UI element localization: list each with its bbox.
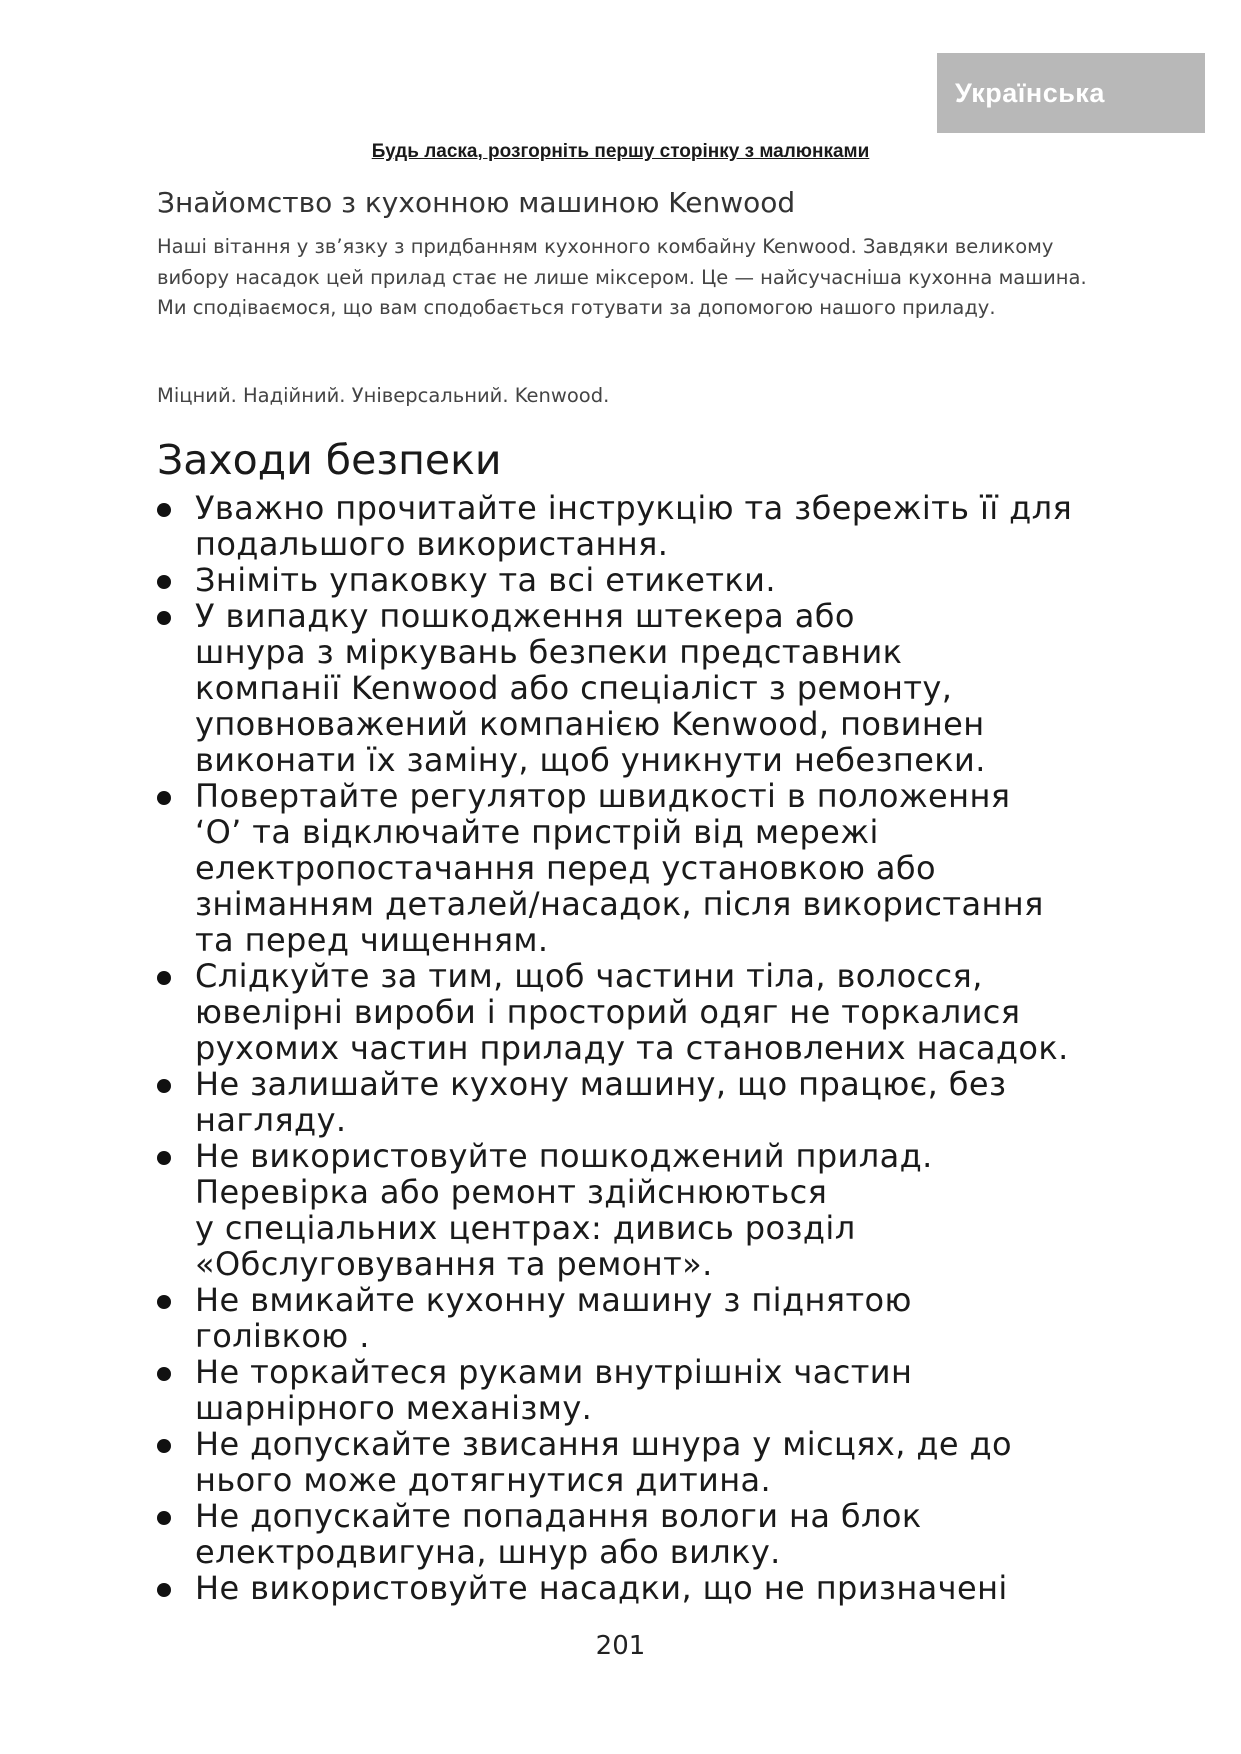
safety-item-text: Не допускайте попадання вологи на блок електродвигуна, шнур або вилку.: [195, 1497, 922, 1571]
safety-item-text: Не використовуйте насадки, що не призначені: [195, 1569, 1008, 1607]
bullet-icon: [157, 1079, 171, 1093]
safety-item: [157, 490, 1157, 562]
safety-item: [157, 1426, 1157, 1498]
safety-item: [157, 958, 1157, 1066]
bullet-icon: [157, 1439, 171, 1453]
bullet-icon: [157, 791, 171, 805]
page-number: 201: [595, 1631, 646, 1661]
safety-item: [157, 562, 1157, 598]
bullet-icon: [157, 575, 171, 589]
safety-item: [157, 1138, 1157, 1282]
bullet-icon: [157, 1295, 171, 1309]
bullet-icon: [157, 971, 171, 985]
bullet-icon: [157, 611, 171, 625]
bullet-icon: [157, 1367, 171, 1381]
intro-body: Наші вітання у зв’язку з придбанням кухонного комбайну Kenwood. Завдяки великому вибору насадок цей прилад стає не лише міксером. Це — найсучасніша кухонна машина. Ми сподіваємося, що вам сподобається готувати за допомогою нашого приладу.: [157, 235, 1087, 319]
safety-item: [157, 778, 1157, 958]
safety-item-text: Повертайте регулятор швидкості в положення ‘O’ та відключайте пристрій від мережі електропостачання перед установкою або зніманням деталей/насадок, після використання та перед чищенням.: [195, 777, 1044, 959]
safety-item-text: Не вмикайте кухонну машину з піднятою голівкою .: [195, 1281, 912, 1355]
safety-item: [157, 1354, 1157, 1426]
safety-item: [157, 1282, 1157, 1354]
safety-list: [157, 490, 1157, 1606]
safety-item-text: Зніміть упаковку та всі етикетки.: [195, 561, 776, 599]
tagline: Міцний. Надійний. Універсальний. Kenwood.: [157, 384, 610, 407]
intro-title: Знайомство з кухонною машиною Kenwood: [157, 186, 796, 219]
safety-item-text: Уважно прочитайте інструкцію та збережіть її для подальшого використання.: [195, 489, 1073, 563]
safety-item: [157, 1570, 1157, 1606]
safety-item-text: Не залишайте кухону машину, що працює, без нагляду.: [195, 1065, 1007, 1139]
safety-item: [157, 1066, 1157, 1138]
bullet-icon: [157, 1511, 171, 1525]
safety-item-text: У випадку пошкодження штекера або шнура з міркувань безпеки представник компанії Kenwood або спеціаліст з ремонту, уповноважений компанією Kenwood, повинен виконати їх заміну, щоб уникнути небезпеки.: [195, 597, 986, 779]
safety-title: Заходи безпеки: [157, 436, 502, 484]
safety-item: [157, 1498, 1157, 1570]
unfold-note: Будь ласка, розгорніть першу сторінку з малюнками: [371, 141, 870, 162]
safety-item-text: Не торкайтеся руками внутрішніх частин шарнірного механізму.: [195, 1353, 913, 1427]
safety-item-text: Не використовуйте пошкоджений прилад. Перевірка або ремонт здійснюються у спеціальних центрах: дивись розділ «Обслуговування та ремонт».: [195, 1137, 933, 1283]
safety-item: [157, 598, 1157, 778]
safety-item-text: Не допускайте звисання шнура у місцях, де до нього може дотягнутися дитина.: [195, 1425, 1013, 1499]
bullet-icon: [157, 503, 171, 517]
bullet-icon: [157, 1583, 171, 1597]
safety-item-text: Слідкуйте за тим, щоб частини тіла, волосся, ювелірні вироби і просторий одяг не торкалися рухомих частин приладу та становлених насадок.: [195, 957, 1069, 1067]
language-tab: Українська: [937, 53, 1205, 133]
bullet-icon: [157, 1151, 171, 1165]
